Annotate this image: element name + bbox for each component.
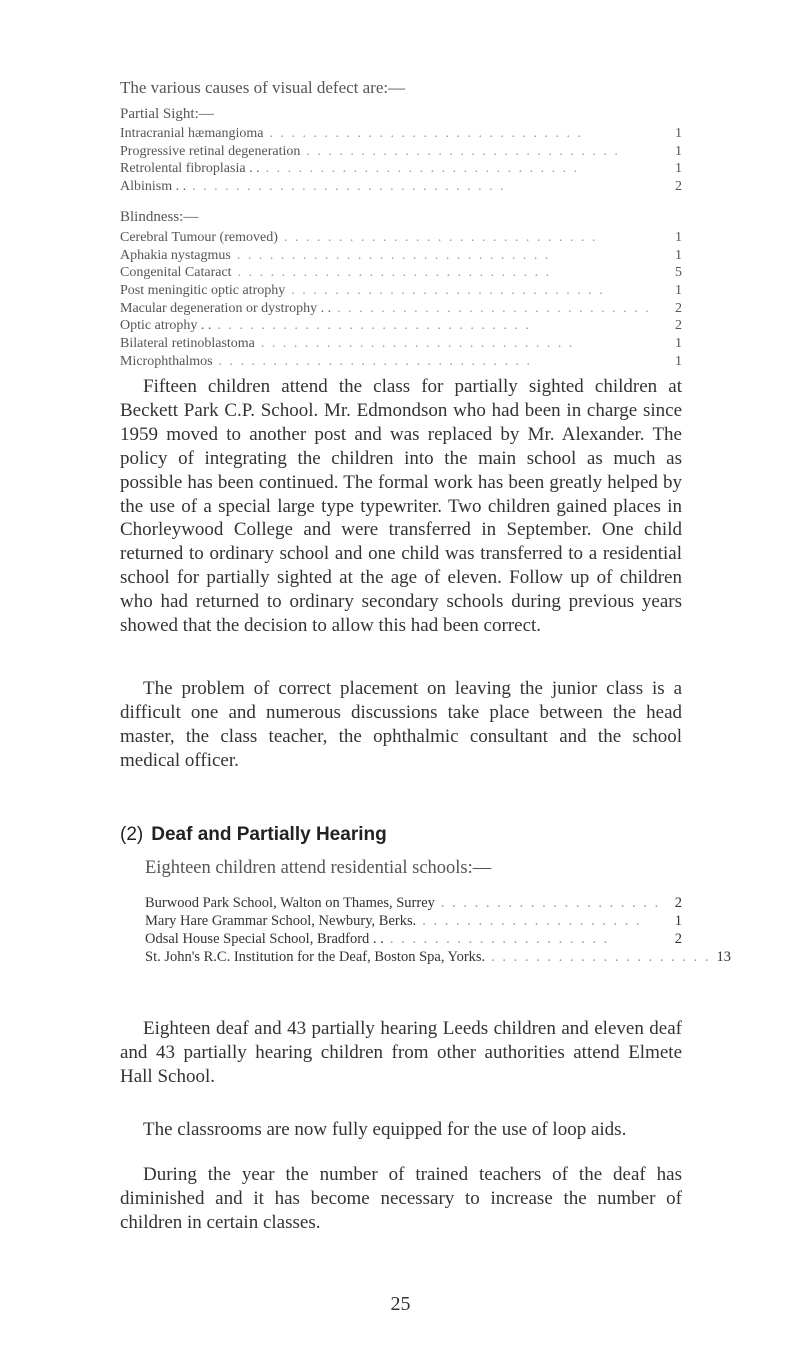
list-item — [120, 248, 682, 266]
residential-schools-lead: Eighteen children attend residential schools:— — [145, 858, 492, 878]
dot-leader: . . . . . . . . . . . . . . . . . . . . . . . . . . . . . — [283, 230, 598, 245]
list-item — [145, 895, 682, 913]
partial-sight-list — [120, 126, 682, 197]
cause-label: Progressive retinal degeneration — [120, 143, 301, 159]
list-item — [120, 354, 682, 372]
page-number: 25 — [390, 1293, 411, 1315]
paragraph-placement-problem: The problem of correct placement on leaving the junior class is a difficult one and numerous discussions take place between the head master, the class teacher, the ophthalmic consultant and the school medical officer. — [120, 678, 682, 771]
cause-count: 1 — [675, 143, 682, 159]
school-name: Odsal House Special School, Bradford . . — [145, 931, 384, 947]
paragraph-partially-sighted-class: Fifteen children attend the class for partially sighted children at Beckett Park C.P. School. Mr. Edmondson who had been in charge since 1959 moved to another post and was replaced by Mr. Alexander. The policy of integrating the children into the main school as much as possible has been continued. The formal work has been greatly helped by the use of a special large type typewriter. Two children gained places in Chorleywood College and were transferred in September. One child returned to ordinary school and one child was transferred to a residential school for partially sighted at the age of eleven. Follow up of children who had returned to ordinary secondary schools during previous years showed that the decision to allow this had been correct. — [120, 376, 682, 637]
cause-count: 2 — [675, 179, 682, 195]
list-item — [120, 283, 682, 301]
paragraph-elmete-hall: Eighteen deaf and 43 partially hearing Leeds children and eleven deaf and 43 partially hearing children from other authorities attend Elmete Hall School. — [120, 1018, 682, 1087]
cause-count: 1 — [675, 247, 682, 263]
cause-label: Retrolental fibroplasia . . — [120, 161, 260, 177]
cause-count: 5 — [675, 265, 682, 281]
dot-leader: . . . . . . . . . . . . . . . . . . . . . . . . . . . . . — [217, 318, 531, 334]
cause-count: 1 — [675, 283, 682, 299]
dot-leader: . . . . . . . . . . . . . . . . . . . . . . . . . . . . . — [306, 143, 620, 159]
school-name: Mary Hare Grammar School, Newbury, Berks. — [145, 913, 417, 929]
dot-leader: . . . . . . . . . . . . . . . . . . . . . . . . . . . . . — [291, 283, 605, 299]
section-title: Deaf and Partially Hearing — [151, 824, 387, 845]
dot-leader: . . . . . . . . . . . . . . . . . . . . . . . . . . . . . — [218, 353, 533, 369]
cause-label: Cerebral Tumour (removed) — [120, 230, 278, 245]
section-number: (2) — [120, 824, 144, 845]
section-heading-deaf — [120, 824, 387, 846]
list-item — [120, 126, 682, 144]
dot-leader: . . . . . . . . . . . . . . . . . . . . — [389, 931, 610, 947]
dot-leader: . . . . . . . . . . . . . . . . . . . . . . . . . . . . . — [269, 126, 583, 141]
list-item — [120, 318, 682, 336]
cause-count: 1 — [675, 161, 682, 177]
list-item — [120, 161, 682, 179]
list-item — [120, 336, 682, 354]
school-name: St. John's R.C. Institution for the Deaf, Boston Spa, Yorks. — [145, 949, 486, 965]
partial-sight-heading: Partial Sight:— — [120, 106, 214, 122]
schools-list — [145, 895, 732, 967]
cause-label: Congenital Cataract — [120, 265, 232, 281]
school-count: 1 — [674, 913, 682, 929]
intro-text: The various causes of visual defect are:— — [120, 78, 406, 97]
cause-label: Albinism . . — [120, 179, 187, 195]
cause-count: 1 — [675, 353, 682, 369]
school-count: 13 — [716, 949, 732, 965]
dot-leader: . . . . . . . . . . . . . . . . . . . . — [491, 949, 711, 965]
cause-count: 1 — [675, 336, 682, 352]
paragraph-loop-aids: The classrooms are now fully equipped for the use of loop aids. — [143, 1119, 627, 1140]
cause-label: Microphthalmos — [120, 353, 213, 369]
cause-label: Macular degeneration or dystrophy . . — [120, 300, 332, 316]
list-item — [120, 301, 682, 319]
cause-label: Intracranial hæmangioma — [120, 126, 264, 141]
dot-leader: . . . . . . . . . . . . . . . . . . . . . . . . . . . . . — [236, 247, 551, 263]
cause-count: 2 — [675, 318, 682, 334]
paragraph-teachers: During the year the number of trained teachers of the deaf has diminished and it has become necessary to increase the number of children in certain classes. — [120, 1164, 682, 1233]
cause-count: 1 — [675, 230, 682, 245]
cause-label: Aphakia nystagmus — [120, 247, 231, 263]
list-item — [120, 265, 682, 283]
cause-label: Post meningitic optic atrophy — [120, 283, 286, 299]
school-name: Burwood Park School, Walton on Thames, Surrey — [145, 895, 435, 911]
list-item — [145, 931, 682, 949]
cause-count: 2 — [675, 300, 682, 316]
cause-count: 1 — [675, 126, 682, 141]
dot-leader: . . . . . . . . . . . . . . . . . . . . . . . . . . . . . — [337, 300, 651, 316]
list-item — [120, 230, 682, 248]
dot-leader: . . . . . . . . . . . . . . . . . . . . — [440, 895, 661, 911]
list-item — [145, 913, 682, 931]
list-item — [120, 179, 682, 197]
school-count: 2 — [674, 931, 682, 947]
dot-leader: . . . . . . . . . . . . . . . . . . . . . . . . . . . . . — [237, 265, 552, 281]
blindness-heading: Blindness:— — [120, 209, 199, 225]
dot-leader: . . . . . . . . . . . . . . . . . . . . — [422, 913, 642, 929]
school-count: 2 — [674, 895, 682, 911]
cause-label: Optic atrophy . . — [120, 318, 212, 334]
dot-leader: . . . . . . . . . . . . . . . . . . . . . . . . . . . . . — [192, 179, 506, 195]
dot-leader: . . . . . . . . . . . . . . . . . . . . . . . . . . . . . — [260, 336, 575, 352]
list-item — [120, 144, 682, 162]
list-item — [145, 949, 732, 967]
dot-leader: . . . . . . . . . . . . . . . . . . . . . . . . . . . . . — [265, 161, 580, 177]
blindness-list — [120, 230, 682, 372]
cause-label: Bilateral retinoblastoma — [120, 336, 255, 352]
